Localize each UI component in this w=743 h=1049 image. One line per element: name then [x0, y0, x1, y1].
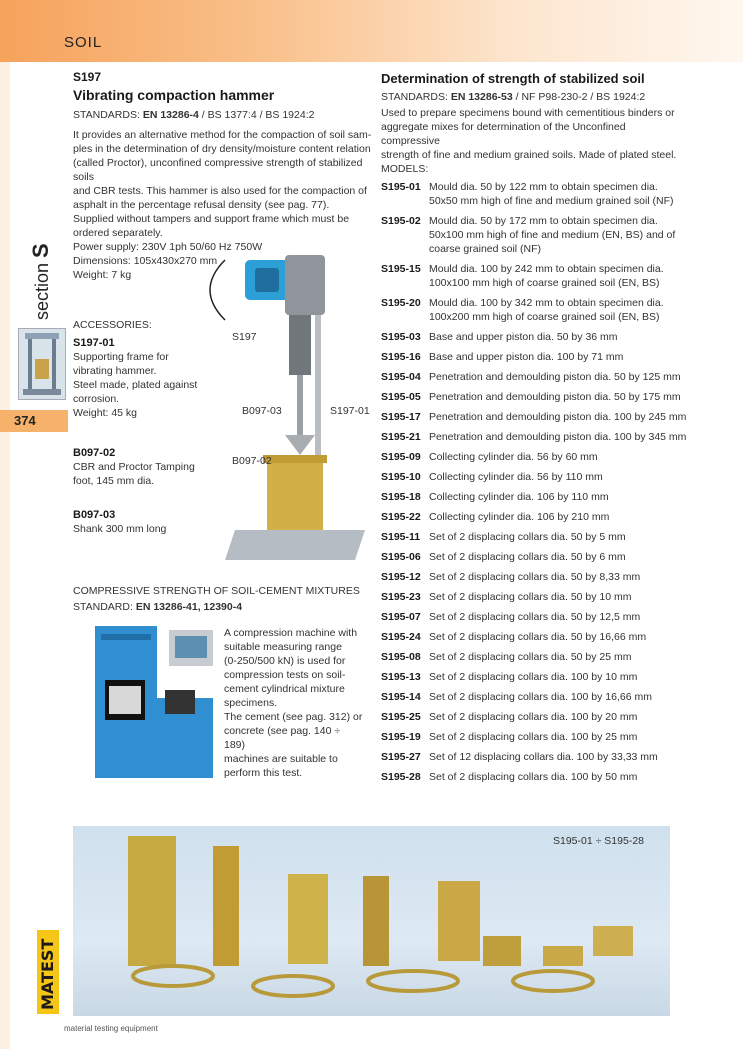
model-description: Set of 2 displacing collars dia. 50 by 12,5 mm [429, 611, 641, 623]
accessory-b097-03 [73, 508, 213, 536]
model-description: Base and upper piston dia. 100 by 71 mm [429, 351, 624, 363]
matest-logo [37, 930, 59, 1014]
model-description: Set of 2 displacing collars dia. 50 by 5 mm [429, 531, 626, 543]
model-code: S195-04 [381, 371, 421, 383]
model-line [381, 770, 637, 784]
model-code: S195-27 [381, 751, 421, 763]
model-description: Set of 2 displacing collars dia. 100 by 10 mm [429, 671, 638, 683]
model-line [381, 670, 637, 684]
right-title: Determination of strength of stabilized soil [381, 71, 645, 86]
model-row [381, 770, 637, 784]
model-row [381, 262, 664, 290]
model-description: 100x200 mm high of coarse grained soil (EN, BS) [429, 311, 660, 323]
comp-line: compression tests on soil- [224, 669, 346, 681]
intro-line: strength of fine and medium grained soils. Made of plated steel. [381, 149, 677, 161]
model-line [381, 650, 632, 664]
desc-line: It provides an alternative method for the compaction of soil sam- [73, 129, 372, 141]
model-description: Set of 2 displacing collars dia. 100 by 16,66 mm [429, 691, 652, 703]
moulds-image [73, 826, 670, 1016]
accessory-line: Weight: 45 kg [73, 407, 138, 419]
intro-line: Used to prepare specimens bound with cementitious binders or [381, 107, 675, 119]
comp-line: concrete (see pag. 140 ÷ 189) [224, 725, 341, 751]
model-line [381, 370, 681, 384]
accessory-line: corrosion. [73, 393, 120, 405]
accessory-line: Steel made, plated against [73, 379, 198, 391]
model-row [381, 350, 623, 364]
model-row [381, 570, 640, 584]
section-label [28, 200, 56, 320]
model-row [381, 710, 637, 724]
model-description: Set of 2 displacing collars dia. 50 by 8,33 mm [429, 571, 641, 583]
model-line [381, 470, 603, 484]
model-description: coarse grained soil (NF) [429, 243, 542, 255]
weight: Weight: 7 kg [73, 269, 132, 281]
accessory-line: vibrating hammer. [73, 365, 157, 377]
model-code: S195-02 [381, 215, 421, 227]
model-row [381, 490, 609, 504]
power-supply: Power supply: 230V 1ph 50/60 Hz 750W [73, 241, 263, 253]
label-s197-01: S197-01 [330, 405, 370, 417]
model-line [381, 228, 675, 242]
product-title: Vibrating compaction hammer [73, 87, 275, 103]
model-row [381, 450, 598, 464]
model-line [381, 194, 674, 208]
section-title: SOIL [64, 34, 103, 51]
label-b097-03: B097-03 [242, 405, 282, 417]
right-std-prefix: STANDARDS: [381, 91, 448, 103]
model-code: S195-18 [381, 491, 421, 503]
comp-line: cement cylindrical mixture [224, 683, 345, 695]
desc-line: ples in the determination of dry density/moisture content relation [73, 143, 371, 155]
accessories-label: ACCESSORIES: [73, 319, 152, 331]
product-code: S197 [73, 70, 102, 84]
model-row [381, 750, 658, 764]
model-line [381, 750, 658, 764]
model-description: Collecting cylinder dia. 106 by 210 mm [429, 511, 610, 523]
standards-prefix: STANDARDS: [73, 109, 140, 121]
accessory-line: Supporting frame for [73, 351, 169, 363]
model-description: Set of 2 displacing collars dia. 100 by 20 mm [429, 711, 638, 723]
model-line [381, 330, 618, 344]
model-line [381, 590, 632, 604]
accessory-b097-02 [73, 446, 213, 488]
accessory-line: foot, 145 mm dia. [73, 475, 155, 487]
model-row [381, 370, 681, 384]
right-std-main: EN 13286-53 [450, 91, 513, 103]
standards-rest: / BS 1377:4 / BS 1924:2 [201, 109, 315, 121]
model-code: S195-03 [381, 331, 421, 343]
model-description: Penetration and demoulding piston dia. 50 by 175 mm [429, 391, 681, 403]
model-row [381, 630, 646, 644]
model-code: S195-12 [381, 571, 421, 583]
desc-line: (called Proctor), unconfined compressive strength of stabilized soils [73, 157, 363, 183]
model-description: Mould dia. 100 by 342 mm to obtain specimen dia. [429, 297, 664, 309]
model-row [381, 530, 626, 544]
model-line [381, 350, 623, 364]
section-thumbnail [18, 328, 66, 400]
compressive-standard [73, 600, 242, 614]
models-label: MODELS: [381, 163, 429, 175]
model-code: S195-11 [381, 531, 421, 543]
photo-label: S195-01 ÷ S195-28 [553, 835, 644, 847]
model-line [381, 180, 674, 194]
desc-line: and CBR tests. This hammer is also used for the compaction of [73, 185, 367, 197]
model-line [381, 410, 686, 424]
model-code: S195-07 [381, 611, 421, 623]
model-description: Set of 2 displacing collars dia. 50 by 10 mm [429, 591, 632, 603]
footer-tagline: material testing equipment [64, 1024, 158, 1033]
page-number: 374 [14, 413, 36, 428]
model-code: S195-06 [381, 551, 421, 563]
model-description: Set of 2 displacing collars dia. 50 by 16,66 mm [429, 631, 647, 643]
model-row [381, 690, 652, 704]
model-line [381, 730, 637, 744]
comp-line: machines are suitable to [224, 753, 338, 765]
model-code: S195-15 [381, 263, 421, 275]
model-line [381, 262, 664, 276]
model-line [381, 242, 675, 256]
model-row [381, 296, 664, 324]
desc-line: Supplied without tampers and support frame which must be [73, 213, 350, 225]
model-description: 50x50 mm high of fine and medium grained soil (NF) [429, 195, 674, 207]
model-description: Penetration and demoulding piston dia. 50 by 125 mm [429, 371, 681, 383]
model-row [381, 180, 674, 208]
model-code: S195-16 [381, 351, 421, 363]
model-row [381, 330, 618, 344]
model-code: S195-05 [381, 391, 421, 403]
compressive-description [224, 626, 364, 780]
model-code: S195-13 [381, 671, 421, 683]
model-line [381, 490, 609, 504]
model-description: 100x100 mm high of coarse grained soil (EN, BS) [429, 277, 660, 289]
moulds-photo [73, 826, 670, 1016]
accessory-line: Shank 300 mm long [73, 523, 167, 535]
model-row [381, 470, 603, 484]
compressive-title: COMPRESSIVE STRENGTH OF SOIL-CEMENT MIXTURES [73, 585, 360, 597]
model-code: S195-09 [381, 451, 421, 463]
model-line [381, 610, 640, 624]
model-line [381, 276, 664, 290]
comp-line: A compression machine with [224, 627, 358, 639]
model-description: Set of 2 displacing collars dia. 100 by 50 mm [429, 771, 638, 783]
right-std-rest: / NF P98-230-2 / BS 1924:2 [515, 91, 646, 103]
model-code: S195-17 [381, 411, 421, 423]
model-row [381, 410, 686, 424]
model-row [381, 650, 632, 664]
model-code: S195-28 [381, 771, 421, 783]
side-strip [0, 62, 10, 1049]
model-code: S195-25 [381, 711, 421, 723]
header-band [0, 0, 743, 62]
model-code: S195-14 [381, 691, 421, 703]
model-line [381, 550, 626, 564]
label-s197: S197 [232, 331, 257, 343]
dimensions: Dimensions: 105x430x270 mm [73, 255, 218, 267]
model-description: Set of 12 displacing collars dia. 100 by 33,33 mm [429, 751, 658, 763]
section-word: section [32, 262, 52, 320]
model-code: S195-08 [381, 651, 421, 663]
model-description: Mould dia. 100 by 242 mm to obtain specimen dia. [429, 263, 664, 275]
model-row [381, 730, 637, 744]
model-description: Penetration and demoulding piston dia. 100 by 345 mm [429, 431, 687, 443]
model-row [381, 430, 686, 444]
model-row [381, 510, 609, 524]
section-letter: S [28, 243, 53, 258]
model-line [381, 430, 686, 444]
model-line [381, 690, 652, 704]
model-description: Set of 2 displacing collars dia. 50 by 25 mm [429, 651, 632, 663]
desc-line: asphalt in the percentage refusal density (see pag. 77). [73, 199, 330, 211]
comp-line: (0-250/500 kN) is used for [224, 655, 346, 667]
accessory-line: CBR and Proctor Tamping [73, 461, 195, 473]
model-code: S195-01 [381, 181, 421, 193]
model-row [381, 590, 632, 604]
model-line [381, 310, 664, 324]
model-code: S195-10 [381, 471, 421, 483]
model-line [381, 390, 681, 404]
comp-std-value: EN 13286-41, 12390-4 [135, 601, 243, 613]
accessory-code: B097-03 [73, 509, 116, 521]
model-code: S195-23 [381, 591, 421, 603]
model-description: 50x100 mm high of fine and medium (EN, BS) and of [429, 229, 676, 241]
model-line [381, 710, 637, 724]
model-description: Collecting cylinder dia. 56 by 60 mm [429, 451, 598, 463]
model-line [381, 530, 626, 544]
right-intro [381, 106, 681, 162]
model-row [381, 670, 637, 684]
comp-std-prefix: STANDARD: [73, 601, 133, 613]
model-line [381, 570, 640, 584]
accessory-code: B097-02 [73, 447, 116, 459]
model-line [381, 214, 675, 228]
standards-line [73, 108, 314, 122]
model-row [381, 550, 626, 564]
compression-machine-image [93, 620, 218, 790]
accessory-code: S197-01 [73, 337, 115, 349]
comp-line: perform this test. [224, 767, 303, 779]
model-description: Collecting cylinder dia. 106 by 110 mm [429, 491, 609, 503]
model-code: S195-20 [381, 297, 421, 309]
model-description: Set of 2 displacing collars dia. 50 by 6 mm [429, 551, 626, 563]
model-code: S195-24 [381, 631, 421, 643]
model-row [381, 390, 681, 404]
comp-line: specimens. [224, 697, 278, 709]
desc-line: ordered separately. [73, 227, 163, 239]
model-row [381, 610, 640, 624]
model-description: Collecting cylinder dia. 56 by 110 mm [429, 471, 603, 483]
label-b097-02: B097-02 [232, 455, 272, 467]
model-description: Mould dia. 50 by 122 mm to obtain specimen dia. [429, 181, 658, 193]
accessory-s197-01 [73, 336, 213, 420]
comp-line: The cement (see pag. 312) or [224, 711, 363, 723]
standards-main: EN 13286-4 [142, 109, 199, 121]
model-description: Base and upper piston dia. 50 by 36 mm [429, 331, 618, 343]
model-line [381, 450, 598, 464]
model-code: S195-22 [381, 511, 421, 523]
model-line [381, 510, 609, 524]
model-description: Penetration and demoulding piston dia. 100 by 245 mm [429, 411, 687, 423]
model-description: Set of 2 displacing collars dia. 100 by 25 mm [429, 731, 638, 743]
comp-line: suitable measuring range [224, 641, 342, 653]
model-code: S195-21 [381, 431, 421, 443]
svg-text:MATEST: MATEST [38, 938, 57, 1010]
model-description: Mould dia. 50 by 172 mm to obtain specimen dia. [429, 215, 658, 227]
right-standards [381, 90, 645, 104]
thumbnail-machine-icon [19, 329, 65, 399]
model-row [381, 214, 675, 256]
intro-line: aggregate mixes for determination of the Unconfined compressive [381, 121, 626, 147]
model-line [381, 296, 664, 310]
model-line [381, 630, 646, 644]
model-code: S195-19 [381, 731, 421, 743]
